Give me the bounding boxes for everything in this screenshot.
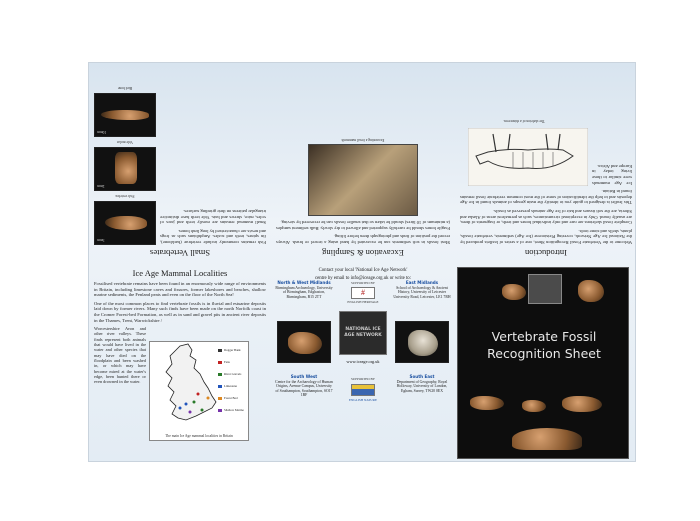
britain-localities-map [149, 341, 249, 441]
map-caption: The main Ice Age mammal localities in Britain [165, 434, 233, 438]
bone-fossil-image-1 [470, 396, 504, 410]
vertebra-fossil-image [578, 280, 604, 302]
fish-vertebra-label: Fish vertebra [115, 194, 135, 198]
small-vertebrates-paragraph-2: Small mammal remains are mostly teeth and jaws of voles, mice, shrews and bats. Vole teeth have distinctive triangular patterns on their grinding surfaces. [160, 209, 266, 226]
localities-paragraph-3: Worcestershire Avon and other river valleys. These finds represent both animals that would have lived in the water and other species that may have died on the floodplain and been washed in, or which may have become mired at the water's edge, been hunted there or even drowned in the water. [94, 326, 146, 385]
bone-fossil-image-2 [522, 400, 546, 412]
contact-line-1: Contact your local 'National Ice Age Network' [318, 268, 408, 273]
vole-molar-label: Vole molar [117, 140, 133, 144]
intro-paragraph-2: Complete fossil skeletons are rare and only individual bones and teeth, or fragments of them, are usually found. Only in exceptional circumstances, such as permafrost areas of Alaska and Siberia, are the soft tissues and hair of Ice Age animals preserved as fossils. [460, 209, 632, 226]
intro-panel [455, 63, 636, 263]
bone-fossil-image-3 [562, 396, 602, 412]
centre-south-east: South East Department of Geography, Royal Holloway, University of London, Egham, Surrey, TW20 0EX [396, 374, 448, 393]
english-heritage-label: ENGLISH HERITAGE [347, 300, 379, 304]
legend-dogger-bank: Dogger Bank [218, 348, 241, 352]
intro-side-note: Ice Age mammals were similar to those living today in Europe and Africa. [592, 163, 632, 186]
leaflet-front-side [89, 263, 636, 462]
bird-bone-scale: 10mm [97, 130, 107, 134]
excavation-photo [308, 144, 418, 216]
bird-bone-photo [94, 93, 156, 137]
leaflet-sheet [88, 62, 636, 462]
contact-panel [271, 263, 455, 462]
localities-panel [89, 263, 271, 462]
centre-north-west-midlands: North & West Midlands Birmingham Archaeology, University of Birmingham, Edgbaston, Birmingham, B15 2TT [275, 280, 333, 299]
bird-bone-label: Bird bone [117, 86, 133, 90]
legend-limestone: Limestone [218, 384, 237, 388]
rhino-skeleton-figure [468, 128, 588, 186]
localities-paragraph-1: Fossilised vertebrate remains have been found in an enormously wide range of environments in Britain, including limestone caves and fissures, former lakeshores and beaches, shallow marine sediments, the Fenland peats and even on the floor of the North Sea! [94, 281, 266, 298]
legend-forest-bed: Forest Bed [218, 396, 238, 400]
website-url[interactable]: www.iceage.org.uk [346, 359, 380, 364]
rhino-skeleton-caption: The skeleton of a rhinoceros. [503, 118, 545, 123]
intro-heading: Introduction [524, 248, 568, 258]
legend-river-gravels: River Gravels [218, 372, 241, 376]
localities-heading: Ice Age Mammal Localities [132, 268, 228, 278]
english-heritage-logo [351, 287, 375, 299]
small-vertebrates-panel [89, 63, 271, 263]
centre-south-west: South West Centre for the Archaeology of Human Origins, Avenue Campus, University of Southampton, Southampton, SO17 1BF [275, 374, 333, 397]
centre-east-midlands: East Midlands School of Archaeology & Ancient History, University of Leicester University Road, Leicester, LE1 7RH [393, 280, 451, 299]
tooth-fossil-photo [277, 321, 331, 363]
vole-molar-scale: 2mm [97, 184, 105, 188]
vole-molar-photo [94, 147, 156, 191]
title-panel [457, 267, 629, 459]
english-nature-label: ENGLISH NATURE [349, 398, 377, 402]
national-ice-age-network-logo: NATIONAL ICE AGE NETWORK [339, 311, 387, 355]
leaflet-back-side [89, 63, 636, 263]
excavation-caption: Excavating a fossil mammoth [341, 137, 385, 142]
skull-fossil-image [502, 284, 526, 300]
intro-paragraph-1: Welcome to the Vertebrate Fossil Recognition Sheet, one of a series of leaflets produced by the National Ice Age Network, covering Pleistocene (Ice Age) sediments, vertebrate fossils, plants, shells and stone tools. [460, 228, 632, 245]
intro-paragraph-3: This leaflet is designed to guide you to identify the main groups of animals found in Ice Age deposits and to help the identification of some of the most common vertebrate fossil remains found in Britain. [460, 189, 632, 206]
supported-by-label-bottom: SUPPORTED BY [350, 377, 376, 381]
excavation-paragraph-1: Most fossils in soft sediments can be excavated by hand using a trowel or brush. Always record the position of finds and photograph them before lifting. [276, 234, 450, 245]
english-nature-logo [351, 384, 375, 396]
supported-by-label-top: SUPPORTED BY [350, 281, 376, 285]
fish-vertebra-scale: 5mm [97, 238, 105, 242]
small-vertebrates-paragraph-1: Fish remains commonly include vertebrae (backbone), fin spines, teeth and scales. Amphibians such as frogs and newts are characterised by long limb bones. [160, 228, 266, 245]
pelvis-fossil-image [512, 428, 582, 450]
fish-vertebra-photo [94, 201, 156, 245]
small-vertebrates-heading: Small Vertebrates [149, 248, 211, 258]
excavation-panel [271, 63, 455, 263]
localities-paragraph-2: One of the most common places to find vertebrate fossils is in fluvial and estuarine deposits laid down by former rivers. Many such finds have been made on the north Norfolk coast in the Cromer Forest-bed Formation, as well as in sand and gravel pits in ancient river deposits in the Thames, Trent, Warwickshire / [94, 300, 266, 323]
jaw-fossil-photo [395, 321, 449, 363]
contact-line-2: centre by email to info@iceage.org.uk or write to: [314, 276, 412, 281]
sheet-title: Vertebrate Fossil Recognition Sheet [487, 329, 601, 361]
excavation-paragraph-2: Fragile bones should be carefully supported and allowed to dry slowly. Bulk sediment samples (a minimum of 10 litres) should be taken so that smaller fossils can be recovered by sieving. [276, 220, 450, 231]
legend-shallow-marine: Shallow Marine [218, 408, 244, 412]
heritage-hash-icon: # [361, 288, 365, 297]
network-logo-plate [528, 274, 562, 304]
legend-fens: Fens [218, 360, 230, 364]
excavation-heading: Excavation & Sampling [322, 248, 404, 258]
